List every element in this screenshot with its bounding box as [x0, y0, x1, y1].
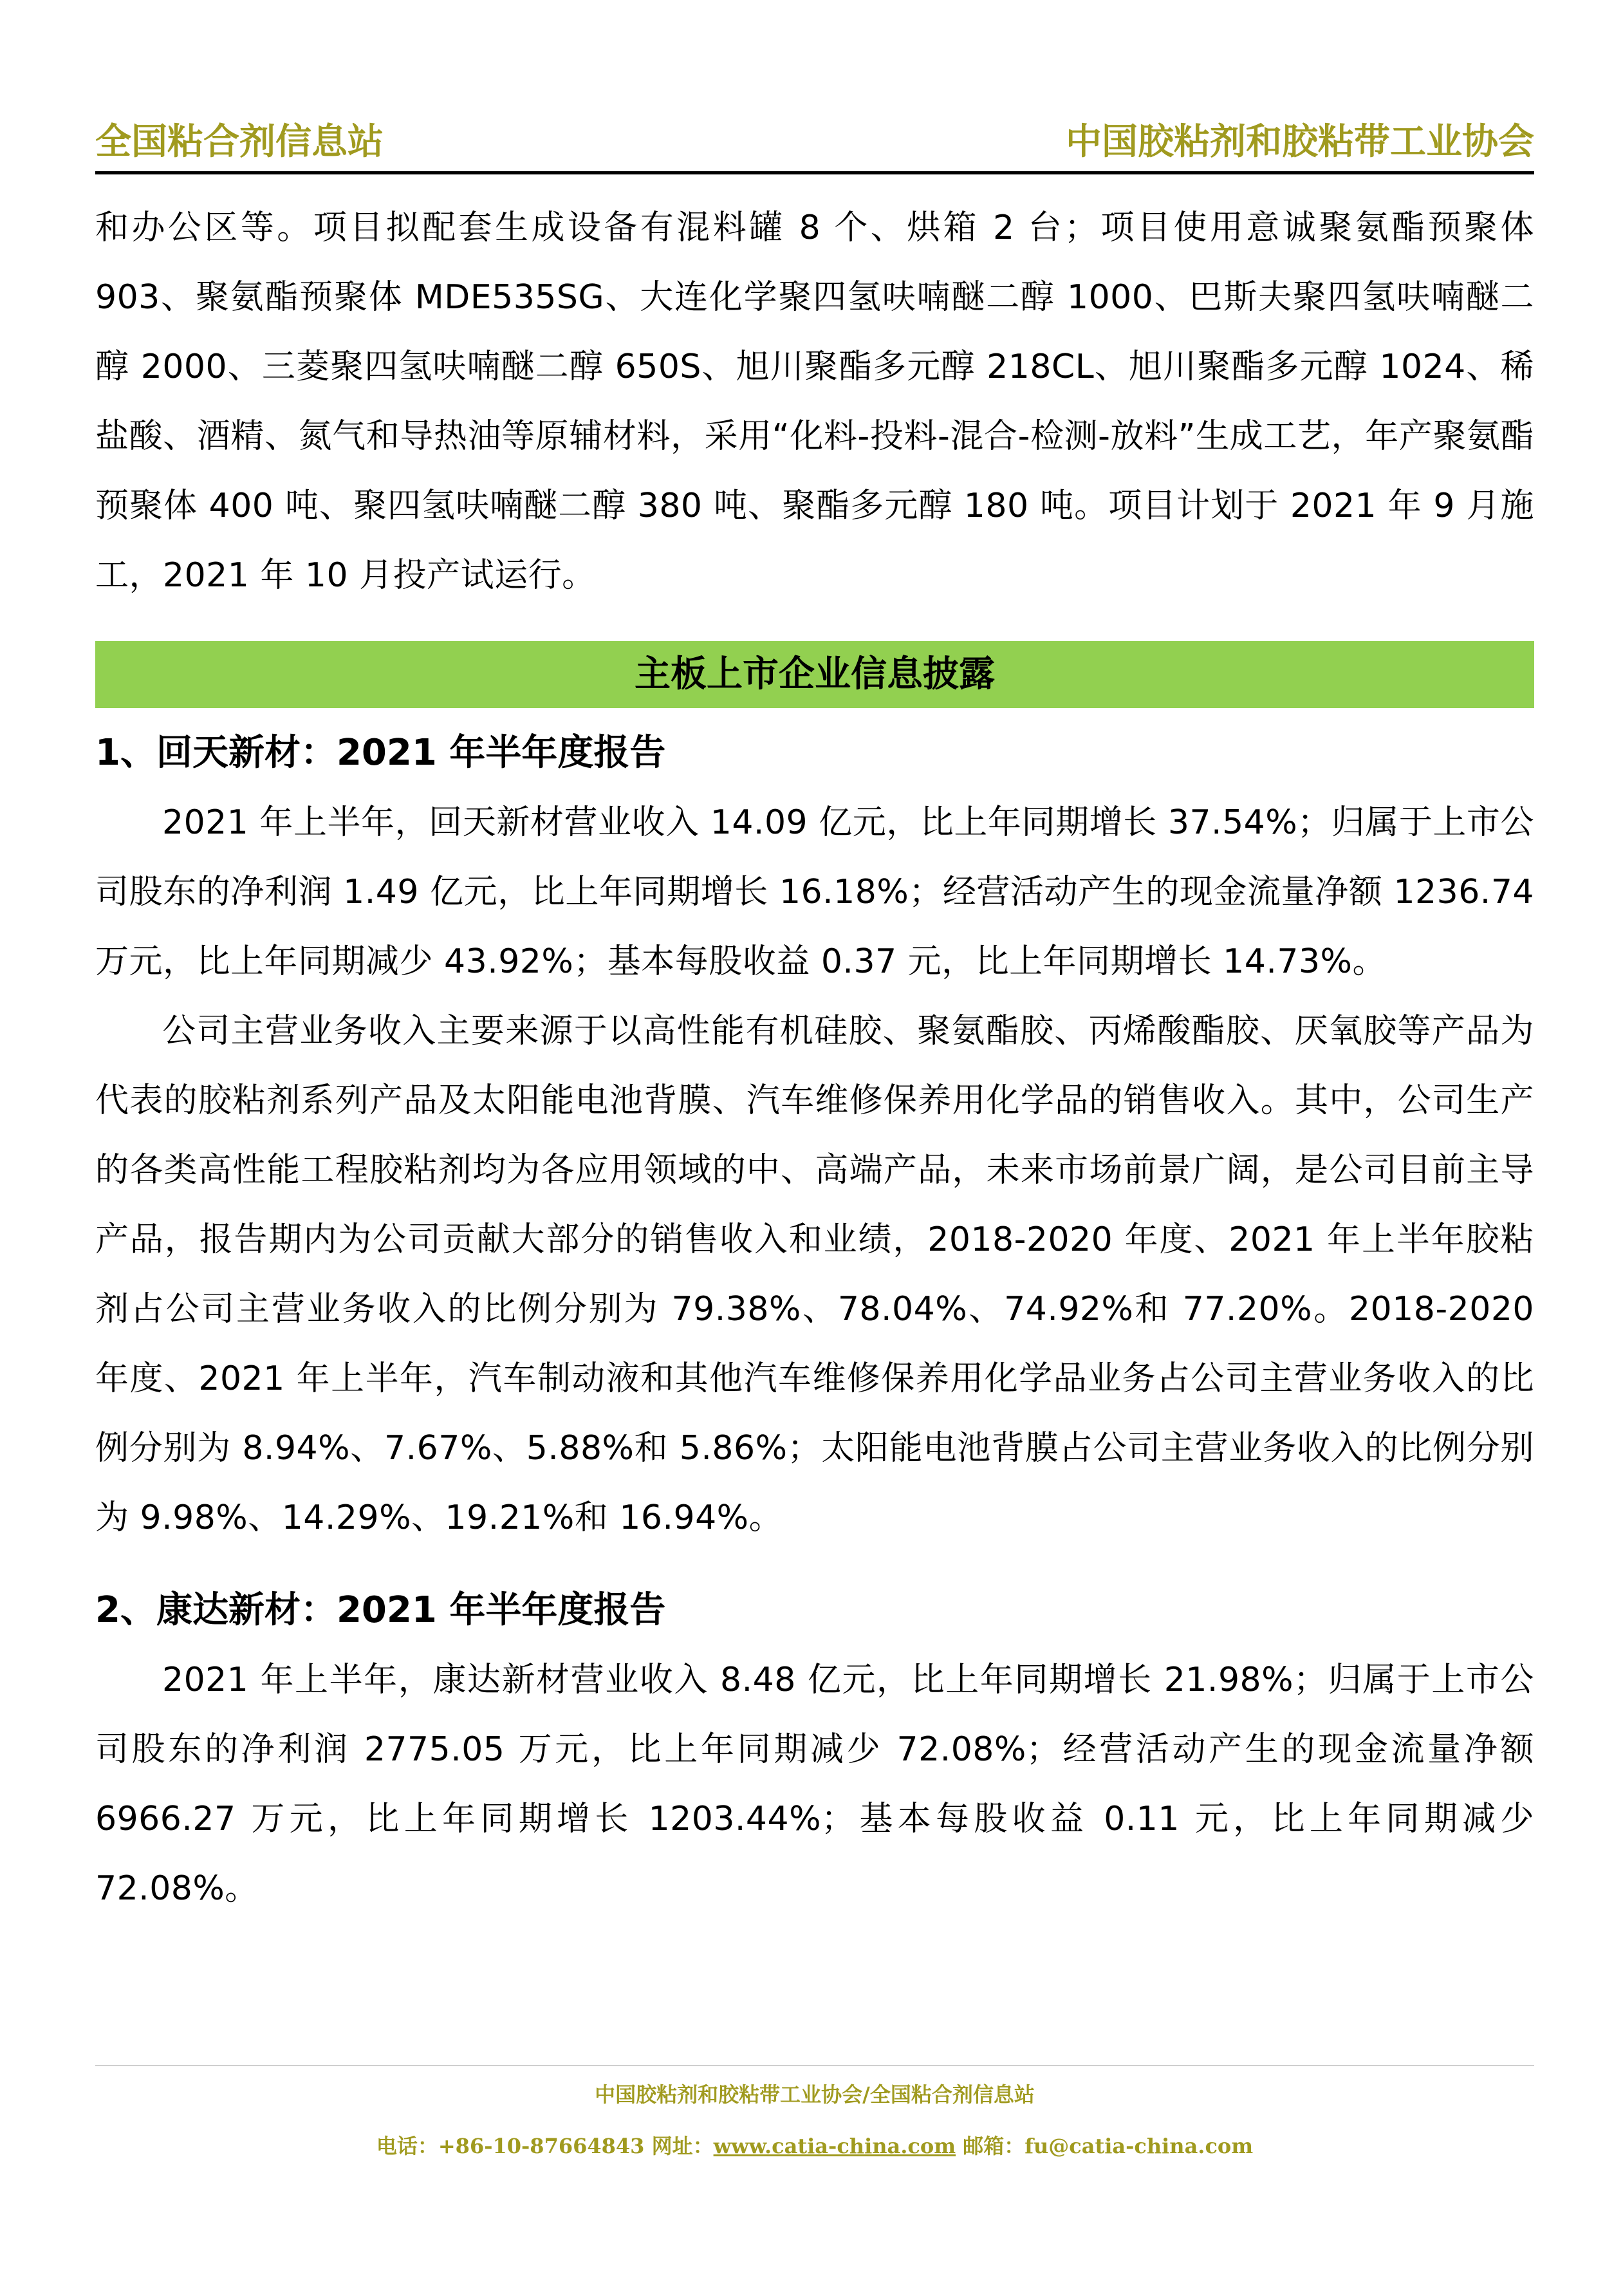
footer-organization: 中国胶粘剂和胶粘带工业协会/全国粘合剂信息站	[595, 2082, 1035, 2107]
page-content	[95, 193, 1534, 1923]
kangda-paragraph-1: 2021 年上半年，康达新材营业收入 8.48 亿元，比上年同期增长 21.98%；归属于上市公司股东的净利润 2775.05 万元，比上年同期减少 72.08%；经营活动产生的现金流量净额 6966.27 万元，比上年同期增长 1203.44%；基本每股收益 0.11 元，比上年同期减少 72.08%。	[95, 1661, 1534, 1908]
footer-contact	[95, 2131, 1534, 2161]
footer-website-link[interactable]: www.catia-china.com	[713, 2134, 956, 2158]
banner-title: 主板上市企业信息披露	[635, 653, 995, 695]
footer-phone: 电话：+86-10-87664843 网址：	[376, 2134, 714, 2158]
section-title-huitian: 1、回天新材：2021 年半年度报告	[95, 732, 666, 774]
header-site-name: 全国粘合剂信息站	[95, 120, 384, 163]
section-title-kangda: 2、康达新材：2021 年半年度报告	[95, 1589, 666, 1631]
header-association-name: 中国胶粘剂和胶粘带工业协会	[1066, 120, 1534, 163]
page-footer	[95, 2065, 1534, 2161]
huitian-paragraph-2: 公司主营业务收入主要来源于以高性能有机硅胶、聚氨酯胶、丙烯酸酯胶、厌氧胶等产品为代表的胶粘剂系列产品及太阳能电池背膜、汽车维修保养用化学品的销售收入。其中，公司生产的各类高性能工程胶粘剂均为各应用领域的中、高端产品，未来市场前景广阔，是公司目前主导产品，报告期内为公司贡献大部分的销售收入和业绩，2018-2020 年度、2021 年上半年胶粘剂占公司主营业务收入的比例分别为 79.38%、78.04%、74.92%和 77.20%。2018-2020 年度、2021 年上半年，汽车制动液和其他汽车维修保养用化学品业务占公司主营业务收入的比例分别为 8.94%、7.67%、5.88%和 5.86%；太阳能电池背膜占公司主营业务收入的比例分别为 9.98%、14.29%、19.21%和 16.94%。	[95, 1012, 1534, 1537]
footer-email: 邮箱：fu@catia-china.com	[956, 2134, 1254, 2158]
huitian-paragraph-1: 2021 年上半年，回天新材营业收入 14.09 亿元，比上年同期增长 37.54%；归属于上市公司股东的净利润 1.49 亿元，比上年同期增长 16.18%；经营活动产生的现金流量净额 1236.74 万元，比上年同期减少 43.92%；基本每股收益 0.37 元，比上年同期增长 14.73%。	[95, 803, 1534, 981]
intro-paragraph: 和办公区等。项目拟配套生成设备有混料罐 8 个、烘箱 2 台；项目使用意诚聚氨酯预聚体 903、聚氨酯预聚体 MDE535SG、大连化学聚四氢呋喃醚二醇 1000、巴斯夫聚四氢呋喃醚二醇 2000、三菱聚四氢呋喃醚二醇 650S、旭川聚酯多元醇 218CL、旭川聚酯多元醇 1024、稀盐酸、酒精、氮气和导热油等原辅材料，采用“化料-投料-混合-检测-放料”生成工艺，年产聚氨酯预聚体 400 吨、聚四氢呋喃醚二醇 380 吨、聚酯多元醇 180 吨。项目计划于 2021 年 9 月施工，2021 年 10 月投产试运行。	[95, 209, 1534, 595]
page-header	[95, 115, 1534, 174]
section-banner	[95, 641, 1534, 708]
